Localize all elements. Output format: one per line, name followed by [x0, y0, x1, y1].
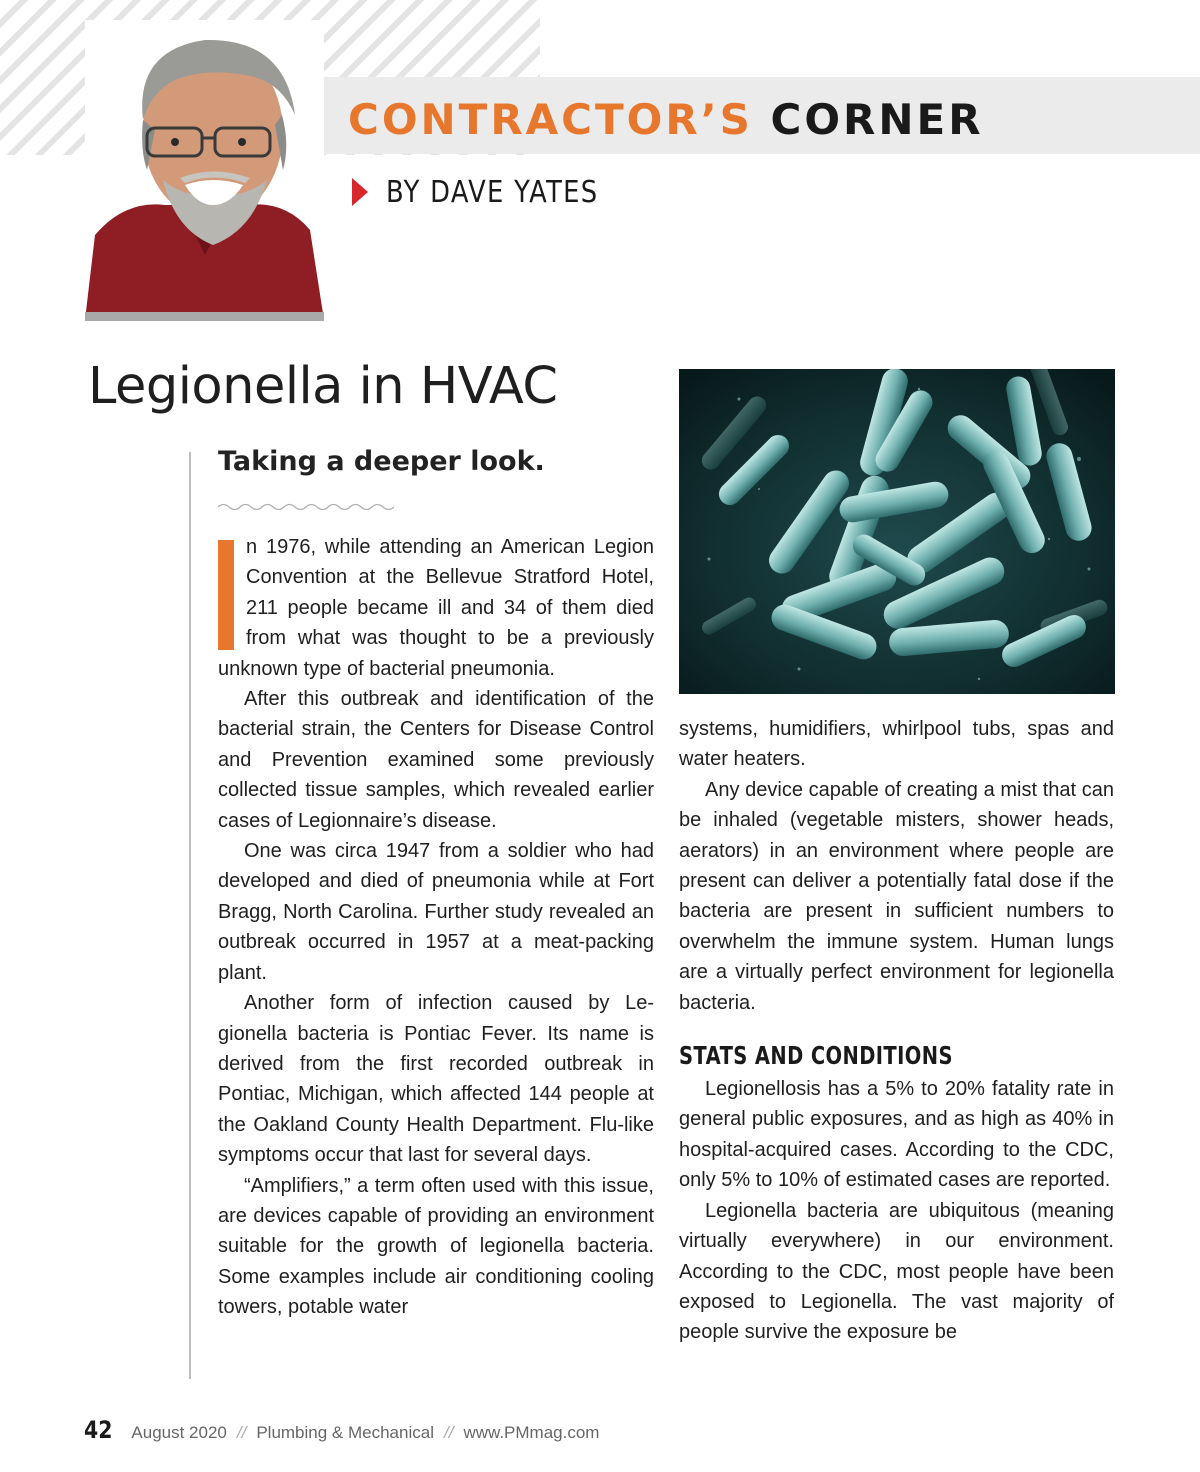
section-subhead: STATS AND CONDITIONS: [679, 1041, 953, 1071]
photo-underline: [85, 312, 324, 321]
website-link[interactable]: www.PMmag.com: [463, 1423, 600, 1442]
issue-date: August 2020: [131, 1423, 227, 1442]
paragraph: Another form of infection caused by Legionella bacteria is Pontiac Fever. Its name is derived from the first recorded outbreak in Pontiac, Michigan, which affected 144 people at the Oakland County Health Department. Flu-like symptoms occur that last for several days.: [218, 992, 654, 1167]
article-column-right: [679, 714, 1114, 1348]
footer-separator: //: [443, 1423, 454, 1442]
author-photo: [85, 20, 324, 320]
article-headline: Legionella in HVAC: [88, 357, 558, 416]
drop-cap: [218, 540, 234, 650]
paragraph: “Amplifiers,” a term often used with this issue, are devices capable of providing an environment suitable for the growth of legionella bacteria. Some examples include air conditioning cooling towers, potable water: [218, 1174, 654, 1319]
paragraph-text: n 1976, while attending an American Legion Convention at the Bellevue Stratford Hotel, 211 people became ill and 34 of them died from what was thought to be a previously unknown type of bacterial pneumonia.: [218, 536, 654, 680]
bacteria-image: [679, 369, 1115, 694]
paragraph: [218, 532, 654, 684]
paragraph: systems, humidifiers, whirlpool tubs, spas and water heaters.: [679, 718, 1114, 771]
page-footer: [84, 1416, 599, 1444]
column-rule: [189, 452, 191, 1379]
column-title-main: CORNER: [770, 95, 984, 144]
article-column-left: [218, 532, 654, 1323]
article-deck: Taking a deeper look.: [218, 446, 545, 477]
byline: [352, 172, 633, 212]
column-title: [348, 92, 984, 148]
wavy-divider: [218, 500, 394, 514]
paragraph: After this outbreak and identification of the bacterial strain, the Centers for Disease Control and Prevention examined some previously collected tissue samples, which revealed earlier cases of Legionnaire’s disease.: [218, 688, 654, 832]
paragraph: Legionellosis has a 5% to 20% fatality rate in general public exposures, and as high as 40% in hospital-acquired cases. According to the CDC, only 5% to 10% of estimated cases are reported.: [679, 1078, 1114, 1192]
byline-text: BY DAVE YATES: [386, 174, 599, 210]
footer-separator: //: [236, 1423, 247, 1442]
page-number: 42: [84, 1416, 113, 1444]
paragraph: Any device capable of creating a mist that can be inhaled (vegetable misters, shower heads, aerators) in an environment where people are present can deliver a potentially fatal dose if the bacteria are present in sufficient numbers to overwhelm the immune system. Human lungs are a virtually perfect environment for legionella bacteria.: [679, 778, 1114, 1014]
publication-name: Plumbing & Mechanical: [256, 1423, 434, 1442]
paragraph: One was circa 1947 from a soldier who had developed and died of pneumonia while at Fort Bragg, North Carolina. Further study revealed an outbreak occurred in 1957 at a meat-packing plant.: [218, 840, 654, 984]
paragraph: Legionella bacteria are ubiquitous (meaning virtually everywhere) in our environment. According to the CDC, most people have been exposed to Legionella. The vast majority of people survive the exposure be: [679, 1199, 1114, 1344]
column-title-accent: CONTRACTOR’S: [348, 95, 753, 144]
play-arrow-icon: [352, 178, 368, 206]
